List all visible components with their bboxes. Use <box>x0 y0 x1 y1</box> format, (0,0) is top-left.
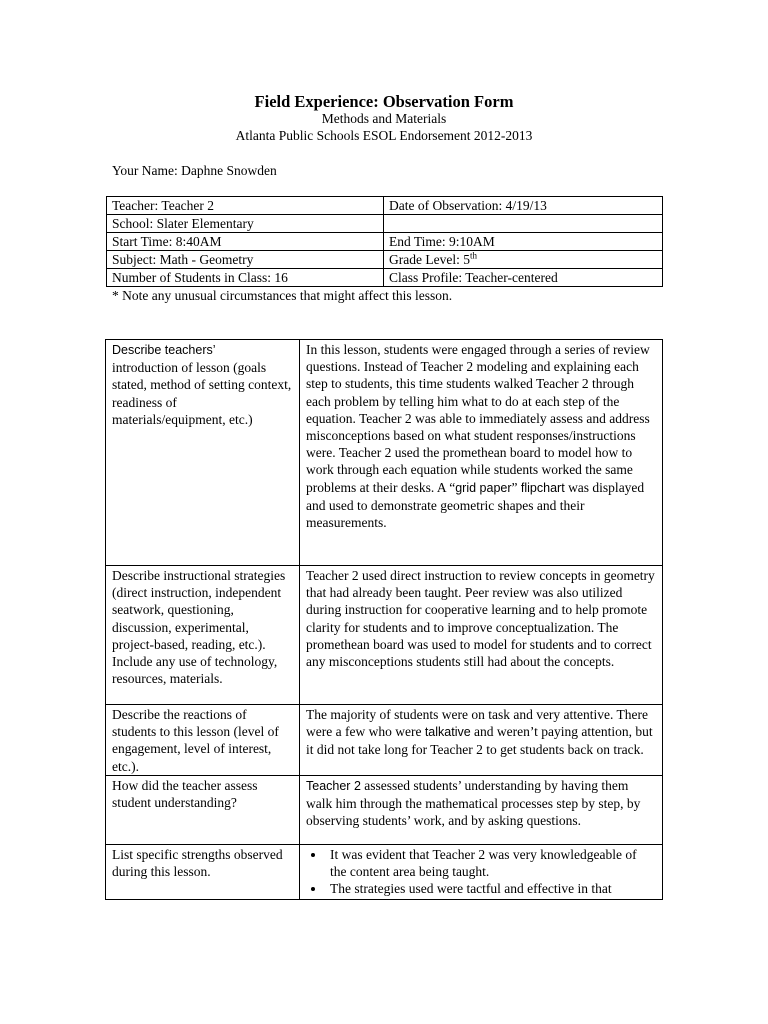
start-time-cell: Start Time: 8:40AM <box>107 233 384 251</box>
answer-term: talkative <box>424 725 471 740</box>
empty-cell <box>384 215 663 233</box>
question-cell: Describe instructional strategies (direct instruction, independent seatwork, questioning, discussion, experimental, project-based, reading, etc.). Include any use of technology, resources, materials. <box>106 566 300 705</box>
answer-term: flipchart <box>520 480 565 495</box>
question-text: introduction of lesson (goals stated, method of setting context, readiness of materials/equipment, etc.) <box>112 360 292 427</box>
question-cell <box>106 340 300 566</box>
teacher-cell: Teacher: Teacher 2 <box>107 197 384 215</box>
answer-cell <box>300 340 663 566</box>
school-cell: School: Slater Elementary <box>107 215 384 233</box>
answer-cell: Teacher 2 used direct instruction to review concepts in geometry that had already been taught. Peer review was also utilized during instruction for cooperative learning and to help promote clarity for students and to improve conceptualization. The promethean board was used to model for students and to correct any misconceptions students still had about the concepts. <box>300 566 663 705</box>
table-row <box>107 197 663 215</box>
observer-name: Your Name: Daphne Snowden <box>112 163 277 178</box>
list-item: • The strategies used were tactful and effective in that <box>326 880 656 897</box>
answer-text: In this lesson, students were engaged through a series of review questions. Instead of Teacher 2 modeling and explaining each step to students, this time students walked Teacher 2 through each problem by telling him what to do at each step of the equation. Teacher 2 was able to immediately assess and address misconceptions based on what student responses/instructions were. Teacher 2 used the promethean board to model how to work through each equation while students worked the same problems at their desks. A “ <box>306 342 650 495</box>
students-cell: Number of Students in Class: 16 <box>107 269 384 287</box>
answer-text: assessed students’ understanding by having them walk him through the mathematical processes step by step, by observing students’ work, and by asking questions. <box>306 777 641 829</box>
table-row <box>106 775 663 844</box>
strengths-list <box>306 846 656 898</box>
grade-text: Grade Level: 5 <box>389 252 470 267</box>
form-subtitle: Methods and Materials <box>321 111 447 126</box>
grade-cell <box>384 251 663 269</box>
table-row <box>107 233 663 251</box>
answer-term: Teacher 2 <box>306 778 361 793</box>
question-cell: How did the teacher assess student understanding? <box>106 775 300 844</box>
table-row <box>107 269 663 287</box>
question-lead: Describe teachers’ <box>112 343 216 357</box>
answer-text: and weren’t paying attention, but it did not take long for Teacher 2 to get students back on track. <box>306 724 653 758</box>
table-row <box>106 566 663 705</box>
question-cell: List specific strengths observed during this lesson. <box>106 844 300 899</box>
answer-text: was displayed and used to demonstrate geometric shapes and their measurements. <box>306 479 645 531</box>
answer-term: grid paper <box>455 480 512 495</box>
table-row <box>106 705 663 776</box>
profile-cell: Class Profile: Teacher-centered <box>384 269 663 287</box>
form-title: Field Experience: Observation Form <box>254 92 514 111</box>
list-item: • It was evident that Teacher 2 was very knowledgeable of the content area being taught. <box>326 846 656 880</box>
table-row <box>107 251 663 269</box>
program-name: Atlanta Public Schools ESOL Endorsement 2012-2013 <box>235 128 533 143</box>
answer-cell <box>300 775 663 844</box>
table-row <box>107 215 663 233</box>
table-row <box>106 844 663 899</box>
grade-superscript: th <box>469 250 477 261</box>
lesson-info-table <box>106 196 663 287</box>
table-row <box>106 340 663 566</box>
answer-cell <box>300 705 663 776</box>
date-cell: Date of Observation: 4/19/13 <box>384 197 663 215</box>
answer-text: The majority of students were on task and very attentive. There were a few who were <box>306 707 649 740</box>
answer-cell <box>300 844 663 899</box>
answer-text: ” <box>511 479 521 495</box>
question-cell: Describe the reactions of students to this lesson (level of engagement, level of interest, etc.). <box>106 705 300 776</box>
observation-table <box>105 339 663 900</box>
subject-cell: Subject: Math - Geometry <box>107 251 384 269</box>
end-time-cell: End Time: 9:10AM <box>384 233 663 251</box>
circumstances-note: * Note any unusual circumstances that might affect this lesson. <box>112 288 453 303</box>
